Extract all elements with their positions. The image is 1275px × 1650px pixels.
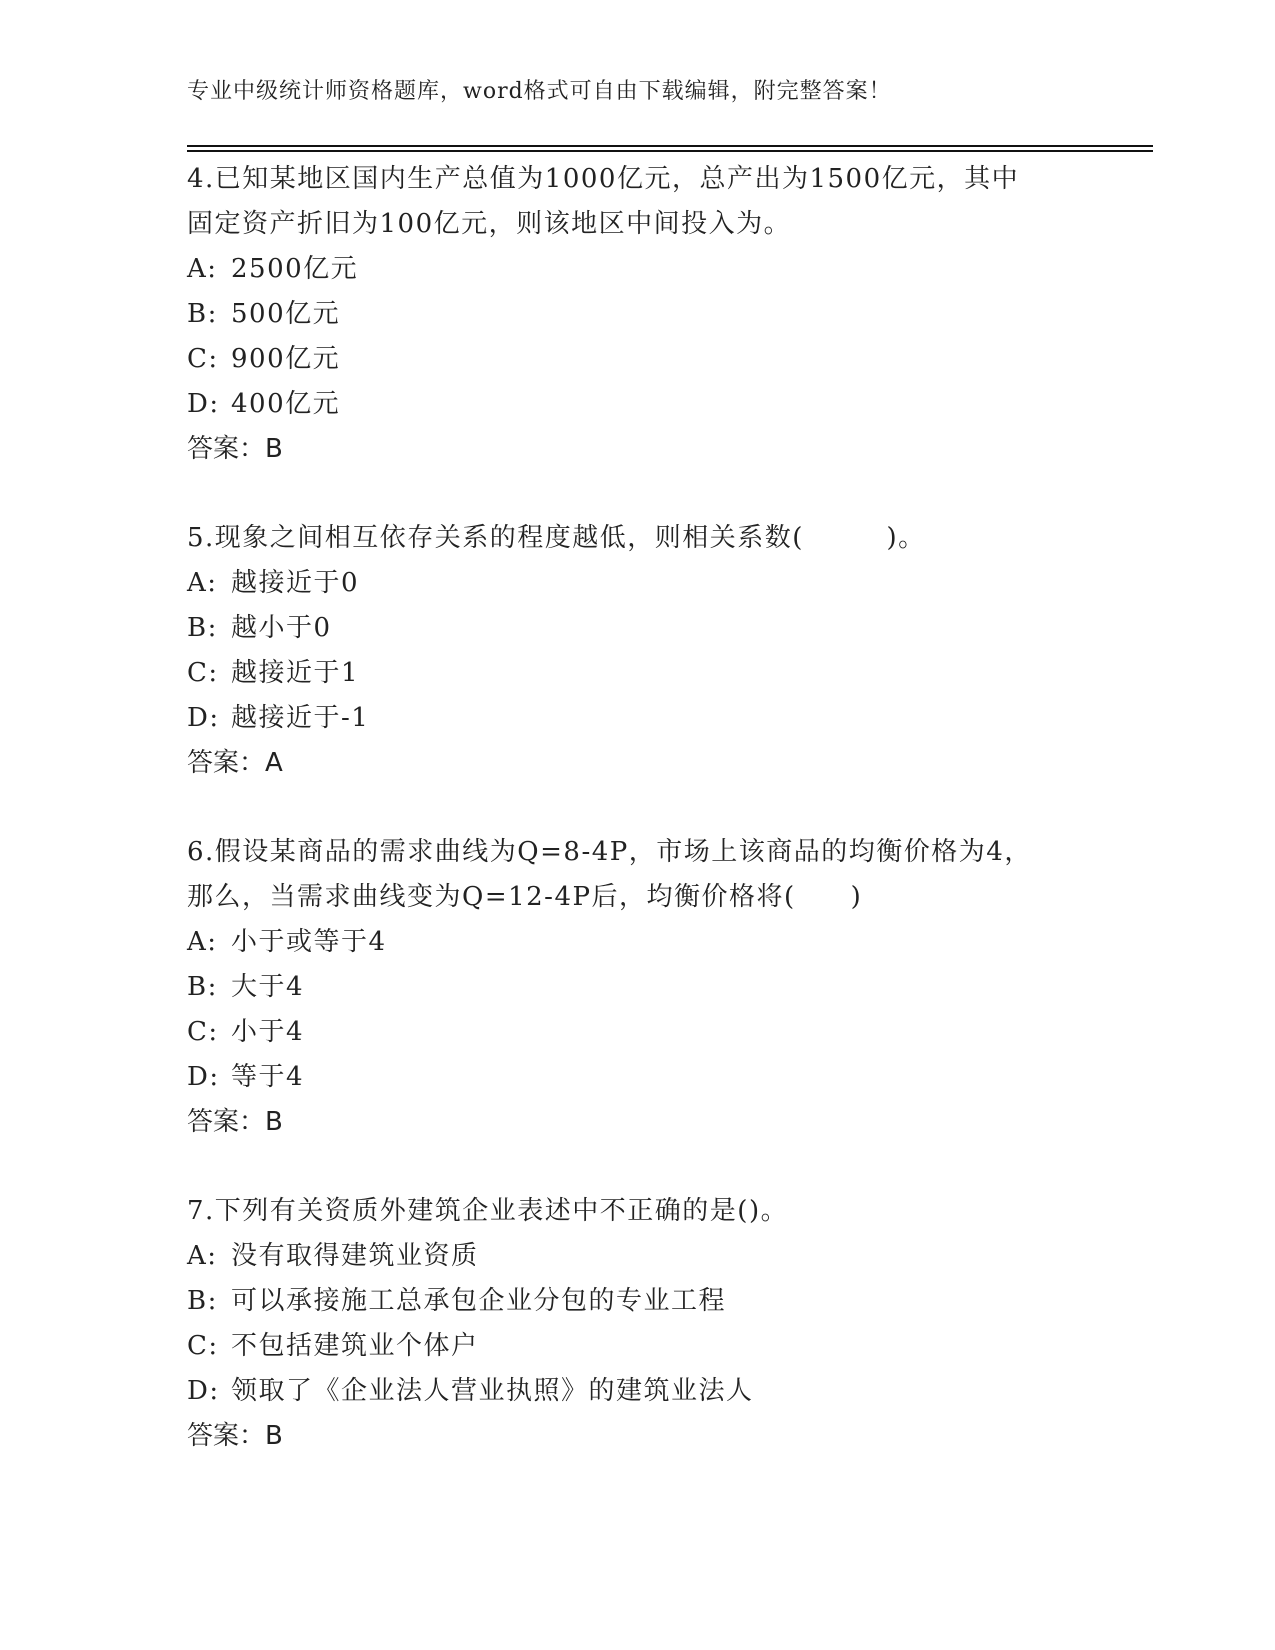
- question-5: [187, 516, 1153, 786]
- document-header: 专业中级统计师资格题库，word格式可自由下载编辑，附完整答案！: [187, 79, 892, 104]
- question-text: 那么，当需求曲线变为Q=12-4P后，均衡价格将( ): [187, 882, 863, 912]
- option-d: [187, 382, 1153, 427]
- option-label: C:: [187, 1331, 219, 1361]
- option-d: [187, 1369, 1153, 1414]
- option-text: 500亿元: [231, 299, 341, 329]
- option-text: 可以承接施工总承包企业分包的专业工程: [231, 1286, 727, 1316]
- option-a: [187, 920, 1153, 965]
- question-text: 4.已知某地区国内生产总值为1000亿元，总产出为1500亿元，其中: [187, 164, 1020, 194]
- option-label: C:: [187, 344, 219, 374]
- option-b: [187, 606, 1153, 651]
- option-text: 小于4: [231, 1017, 305, 1047]
- option-b: [187, 965, 1153, 1010]
- answer-line: 答案：A: [187, 748, 283, 778]
- option-text: 越接近于1: [231, 658, 360, 688]
- question-list: [187, 157, 1153, 1503]
- option-label: A:: [187, 1241, 218, 1271]
- option-d: [187, 1055, 1153, 1100]
- header-rule-top: [187, 145, 1153, 147]
- option-label: A:: [187, 254, 218, 284]
- answer-line: 答案：B: [187, 1107, 283, 1137]
- option-text: 没有取得建筑业资质: [231, 1241, 479, 1271]
- answer-line: 答案：B: [187, 434, 283, 464]
- option-c: [187, 1324, 1153, 1369]
- question-4: [187, 157, 1153, 472]
- option-label: B:: [187, 972, 218, 1002]
- option-a: [187, 247, 1153, 292]
- option-text: 越接近于0: [231, 568, 360, 598]
- question-text: 5.现象之间相互依存关系的程度越低，则相关系数( )。: [187, 523, 926, 553]
- option-text: 小于或等于4: [231, 927, 387, 957]
- option-a: [187, 561, 1153, 606]
- option-text: 不包括建筑业个体户: [231, 1331, 479, 1361]
- option-label: C:: [187, 1017, 219, 1047]
- option-label: A:: [187, 568, 218, 598]
- question-text: 6.假设某商品的需求曲线为Q=8-4P，市场上该商品的均衡价格为4，: [187, 837, 1032, 867]
- option-label: D:: [187, 703, 220, 733]
- question-text: 固定资产折旧为100亿元，则该地区中间投入为。: [187, 209, 792, 239]
- option-label: D:: [187, 389, 220, 419]
- header-rule-bottom: [187, 150, 1153, 152]
- option-b: [187, 292, 1153, 337]
- question-text: 7.下列有关资质外建筑企业表述中不正确的是()。: [187, 1196, 789, 1226]
- option-label: D:: [187, 1376, 220, 1406]
- option-a: [187, 1234, 1153, 1279]
- option-d: [187, 696, 1153, 741]
- option-label: B:: [187, 299, 218, 329]
- option-text: 900亿元: [231, 344, 341, 374]
- option-text: 越接近于-1: [231, 703, 370, 733]
- option-text: 400亿元: [231, 389, 341, 419]
- option-text: 大于4: [231, 972, 305, 1002]
- option-text: 等于4: [231, 1062, 305, 1092]
- option-c: [187, 1010, 1153, 1055]
- option-c: [187, 337, 1153, 382]
- option-c: [187, 651, 1153, 696]
- option-label: C:: [187, 658, 219, 688]
- option-b: [187, 1279, 1153, 1324]
- option-text: 领取了《企业法人营业执照》的建筑业法人: [231, 1376, 754, 1406]
- option-label: D:: [187, 1062, 220, 1092]
- question-6: [187, 830, 1153, 1145]
- question-7: [187, 1189, 1153, 1459]
- answer-line: 答案：B: [187, 1421, 283, 1451]
- option-text: 2500亿元: [231, 254, 359, 284]
- option-label: B:: [187, 1286, 218, 1316]
- option-label: A:: [187, 927, 218, 957]
- option-text: 越小于0: [231, 613, 332, 643]
- option-label: B:: [187, 613, 218, 643]
